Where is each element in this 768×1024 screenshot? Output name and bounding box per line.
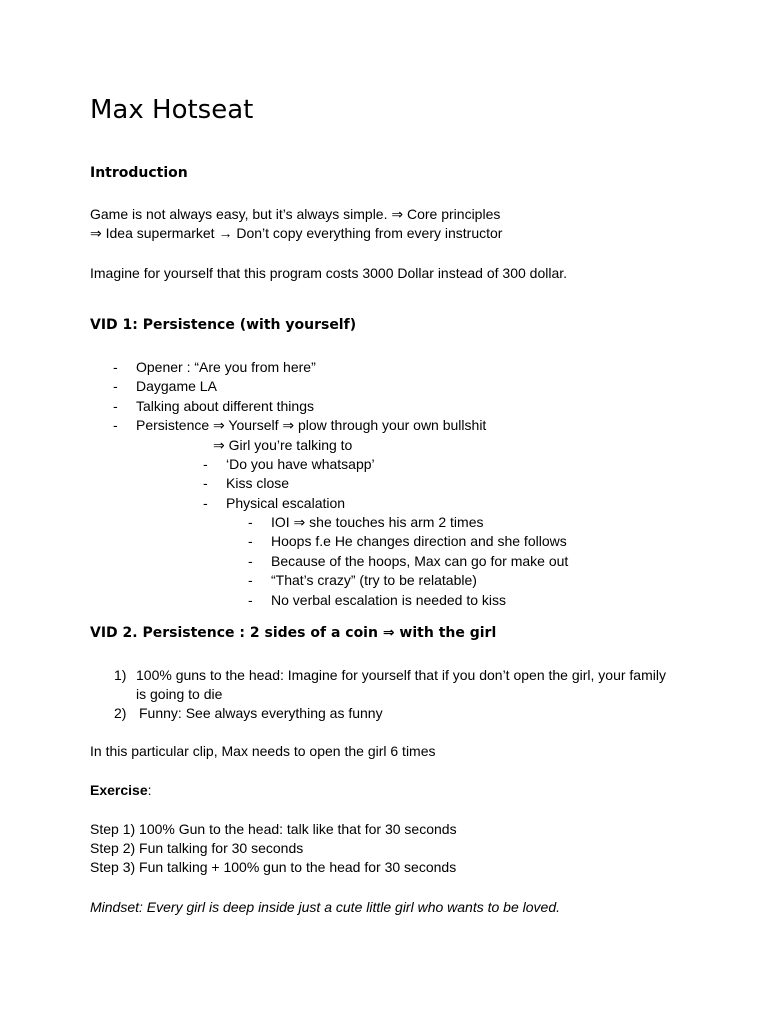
list-item: Talking about different things bbox=[136, 398, 314, 414]
exercise-step: Step 3) Fun talking + 100% gun to the head for 30 seconds bbox=[90, 859, 457, 875]
exercise-label-line bbox=[90, 781, 152, 800]
exercise-label: Exercise bbox=[90, 782, 148, 798]
numbered-item-marker: 1) bbox=[114, 667, 127, 683]
bullet-dash: - bbox=[113, 359, 118, 375]
mindset-note: Mindset: Every girl is deep inside just a cute little girl who wants to be loved. bbox=[90, 899, 561, 915]
intro-line-1: Game is not always easy, but it’s always simple. ⇒ Core principles bbox=[90, 206, 501, 222]
bullet-dash: - bbox=[248, 572, 253, 588]
clip-note: In this particular clip, Max needs to open the girl 6 times bbox=[90, 743, 436, 759]
bullet-dash: - bbox=[113, 378, 118, 394]
sub-list-item: Kiss close bbox=[226, 475, 290, 491]
intro-line-2: ⇒ Idea supermarket → Don’t copy everything from every instructor bbox=[90, 225, 503, 241]
list-item: Opener : “Are you from here” bbox=[136, 359, 316, 375]
sub-sub-list-item: Hoops f.e He changes direction and she follows bbox=[271, 533, 567, 549]
sub-sub-list-item: Because of the hoops, Max can go for make out bbox=[271, 553, 569, 569]
bullet-dash: - bbox=[248, 514, 253, 530]
bullet-dash: - bbox=[248, 592, 253, 608]
vid1-heading: VID 1: Persistence (with yourself) bbox=[90, 317, 357, 333]
bullet-dash: - bbox=[248, 553, 253, 569]
bullet-dash: - bbox=[203, 495, 208, 511]
bullet-dash: - bbox=[113, 417, 118, 433]
exercise-colon: : bbox=[147, 782, 152, 798]
intro-line-3: Imagine for yourself that this program costs 3000 Dollar instead of 300 dollar. bbox=[90, 265, 568, 281]
list-item: Daygame LA bbox=[136, 378, 217, 394]
vid2-heading: VID 2. Persistence : 2 sides of a coin ⇒ with the girl bbox=[90, 625, 497, 641]
sub-sub-list-item: No verbal escalation is needed to kiss bbox=[271, 592, 507, 608]
sub-list-item: Physical escalation bbox=[226, 495, 346, 511]
exercise-step: Step 1) 100% Gun to the head: talk like that for 30 seconds bbox=[90, 821, 457, 837]
sub-list-item: ‘Do you have whatsapp’ bbox=[226, 456, 375, 472]
list-item-continuation: ⇒ Girl you’re talking to bbox=[213, 437, 353, 453]
numbered-item-line: Funny: See always everything as funny bbox=[139, 705, 383, 721]
numbered-item-marker: 2) bbox=[114, 705, 127, 721]
exercise-step: Step 2) Fun talking for 30 seconds bbox=[90, 840, 304, 856]
sub-sub-list-item: IOI ⇒ she touches his arm 2 times bbox=[271, 514, 484, 530]
document-title: Max Hotseat bbox=[90, 95, 254, 125]
bullet-dash: - bbox=[203, 456, 208, 472]
bullet-dash: - bbox=[113, 398, 118, 414]
introduction-heading: Introduction bbox=[90, 165, 188, 181]
bullet-dash: - bbox=[248, 533, 253, 549]
sub-sub-list-item: “That’s crazy” (try to be relatable) bbox=[271, 572, 477, 588]
numbered-item-line: is going to die bbox=[136, 686, 223, 702]
numbered-item-line: 100% guns to the head: Imagine for yourself that if you don’t open the girl, your family bbox=[136, 667, 666, 683]
bullet-dash: - bbox=[203, 475, 208, 491]
list-item: Persistence ⇒ Yourself ⇒ plow through your own bullshit bbox=[136, 417, 487, 433]
